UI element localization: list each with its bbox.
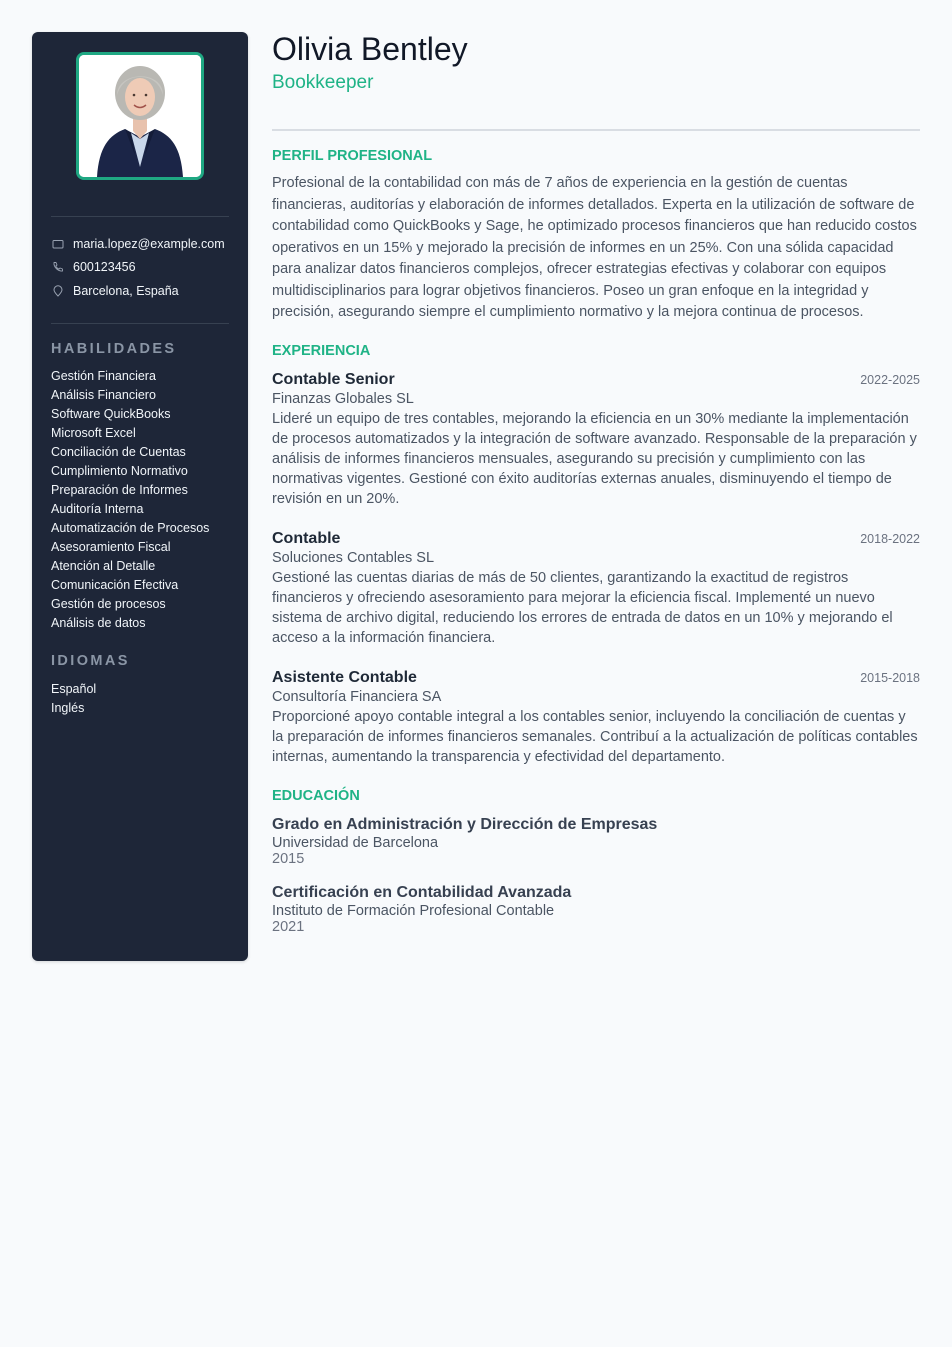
experience-item (272, 370, 920, 509)
skill-item: Conciliación de Cuentas (51, 444, 186, 459)
skill-item: Gestión Financiera (51, 368, 156, 383)
experience-company: Soluciones Contables SL (272, 549, 435, 566)
phone-text: 600123456 (73, 260, 136, 275)
main-content (272, 30, 920, 935)
summary-heading: PERFIL PROFESIONAL (272, 148, 433, 164)
header-divider (272, 129, 920, 131)
phone-icon (51, 260, 65, 274)
map-pin-icon (51, 284, 65, 298)
education-degree: Certificación en Contabilidad Avanzada (272, 883, 572, 901)
skill-item: Software QuickBooks (51, 406, 171, 421)
skill-item: Análisis Financiero (51, 387, 156, 402)
skill-item: Análisis de datos (51, 615, 146, 630)
education-year: 2021 (272, 918, 305, 935)
experience-date: 2018-2022 (860, 531, 920, 546)
location-text: Barcelona, España (73, 283, 179, 298)
experience-date: 2022-2025 (860, 372, 920, 387)
experience-title: Contable Senior (272, 370, 395, 388)
experience-item (272, 668, 920, 767)
education-school: Universidad de Barcelona (272, 834, 439, 851)
skill-item: Automatización de Procesos (51, 520, 210, 535)
skill-item: Microsoft Excel (51, 425, 136, 440)
languages-heading: IDIOMAS (51, 652, 130, 669)
skill-item: Atención al Detalle (51, 558, 156, 573)
sidebar (32, 32, 248, 961)
language-item: Inglés (51, 700, 85, 715)
envelope-icon (51, 237, 65, 251)
email-text: maria.lopez@example.com (73, 236, 225, 251)
skills-heading: HABILIDADES (51, 340, 177, 357)
experience-section (272, 342, 920, 767)
sidebar-divider (51, 323, 229, 324)
contact-list (51, 232, 229, 303)
skill-item: Auditoría Interna (51, 501, 144, 516)
experience-heading: EXPERIENCIA (272, 342, 371, 359)
skill-item: Asesoramiento Fiscal (51, 539, 171, 554)
experience-description: Gestioné las cuentas diarias de más de 50 clientes, garantizando la exactitud de registros financieros y ofreciendo asesoramiento para mejorar la eficiencia fiscal. Implementé un nuevo sistema de archivo digital, reduciendo los errores de entrada de datos en un 10% y mejorando el acceso a la información financiera. (272, 569, 893, 646)
education-year: 2015 (272, 850, 305, 867)
experience-title: Asistente Contable (272, 668, 417, 686)
candidate-name: Olivia Bentley (272, 31, 468, 67)
contact-email[interactable] (51, 232, 229, 256)
experience-description: Proporcioné apoyo contable integral a los contables senior, incluyendo la conciliación de cuentas y la preparación de informes financieros semanales. Contribuí a la actualización de políticas contables internas, aumentando la transparencia y efectividad del departamento. (272, 708, 918, 765)
summary-section (272, 147, 920, 324)
profile-photo (76, 52, 204, 180)
experience-title: Contable (272, 529, 341, 547)
experience-item (272, 529, 920, 648)
skills-list (51, 367, 229, 633)
job-title: Bookkeeper (272, 72, 374, 93)
skill-item: Preparación de Informes (51, 482, 188, 497)
skill-item: Gestión de procesos (51, 596, 166, 611)
contact-phone[interactable] (51, 256, 229, 280)
education-school: Instituto de Formación Profesional Contable (272, 902, 555, 919)
experience-company: Finanzas Globales SL (272, 390, 414, 407)
skill-item: Comunicación Efectiva (51, 577, 179, 592)
education-degree: Grado en Administración y Dirección de Empresas (272, 815, 658, 833)
avatar-image (79, 55, 201, 177)
language-item: Español (51, 681, 97, 696)
education-heading: EDUCACIÓN (272, 787, 360, 804)
summary-text: Profesional de la contabilidad con más de 7 años de experiencia en la gestión de cuentas financieras, auditorías y elaboración de informes detallados. Experta en la utilización de software de contabilidad como QuickBooks y Sage, he optimizado procesos financieros que han reducido costos operativos en un 15% y mejorado la precisión de informes en un 25%. Con una sólida capacidad para analizar datos financieros complejos, ofrecer estrategias efectivas y colaborar con equipos multidisciplinarios para lograr objetivos financieros. Poseo un gran enfoque en la integridad y precisión, asegurando siempre el cumplimiento normativo y la mejora continua de procesos. (272, 175, 917, 320)
experience-company: Consultoría Financiera SA (272, 688, 442, 705)
education-item (272, 883, 920, 935)
education-item (272, 815, 920, 867)
education-section (272, 787, 920, 935)
sidebar-divider (51, 216, 229, 217)
contact-location (51, 279, 229, 303)
skill-item: Cumplimiento Normativo (51, 463, 188, 478)
experience-date: 2015-2018 (860, 670, 920, 685)
languages-list (51, 680, 229, 718)
experience-description: Lideré un equipo de tres contables, mejorando la eficiencia en un 30% mediante la implementación de procesos automatizados y la integración de software avanzado. Responsable de la preparación y análisis de informes financieros mensuales, asegurando su precisión y cumplimiento con las normativas vigentes. Gestioné con éxito auditorías externas anuales, disminuyendo el tiempo de revisión en un 20%. (272, 410, 917, 507)
